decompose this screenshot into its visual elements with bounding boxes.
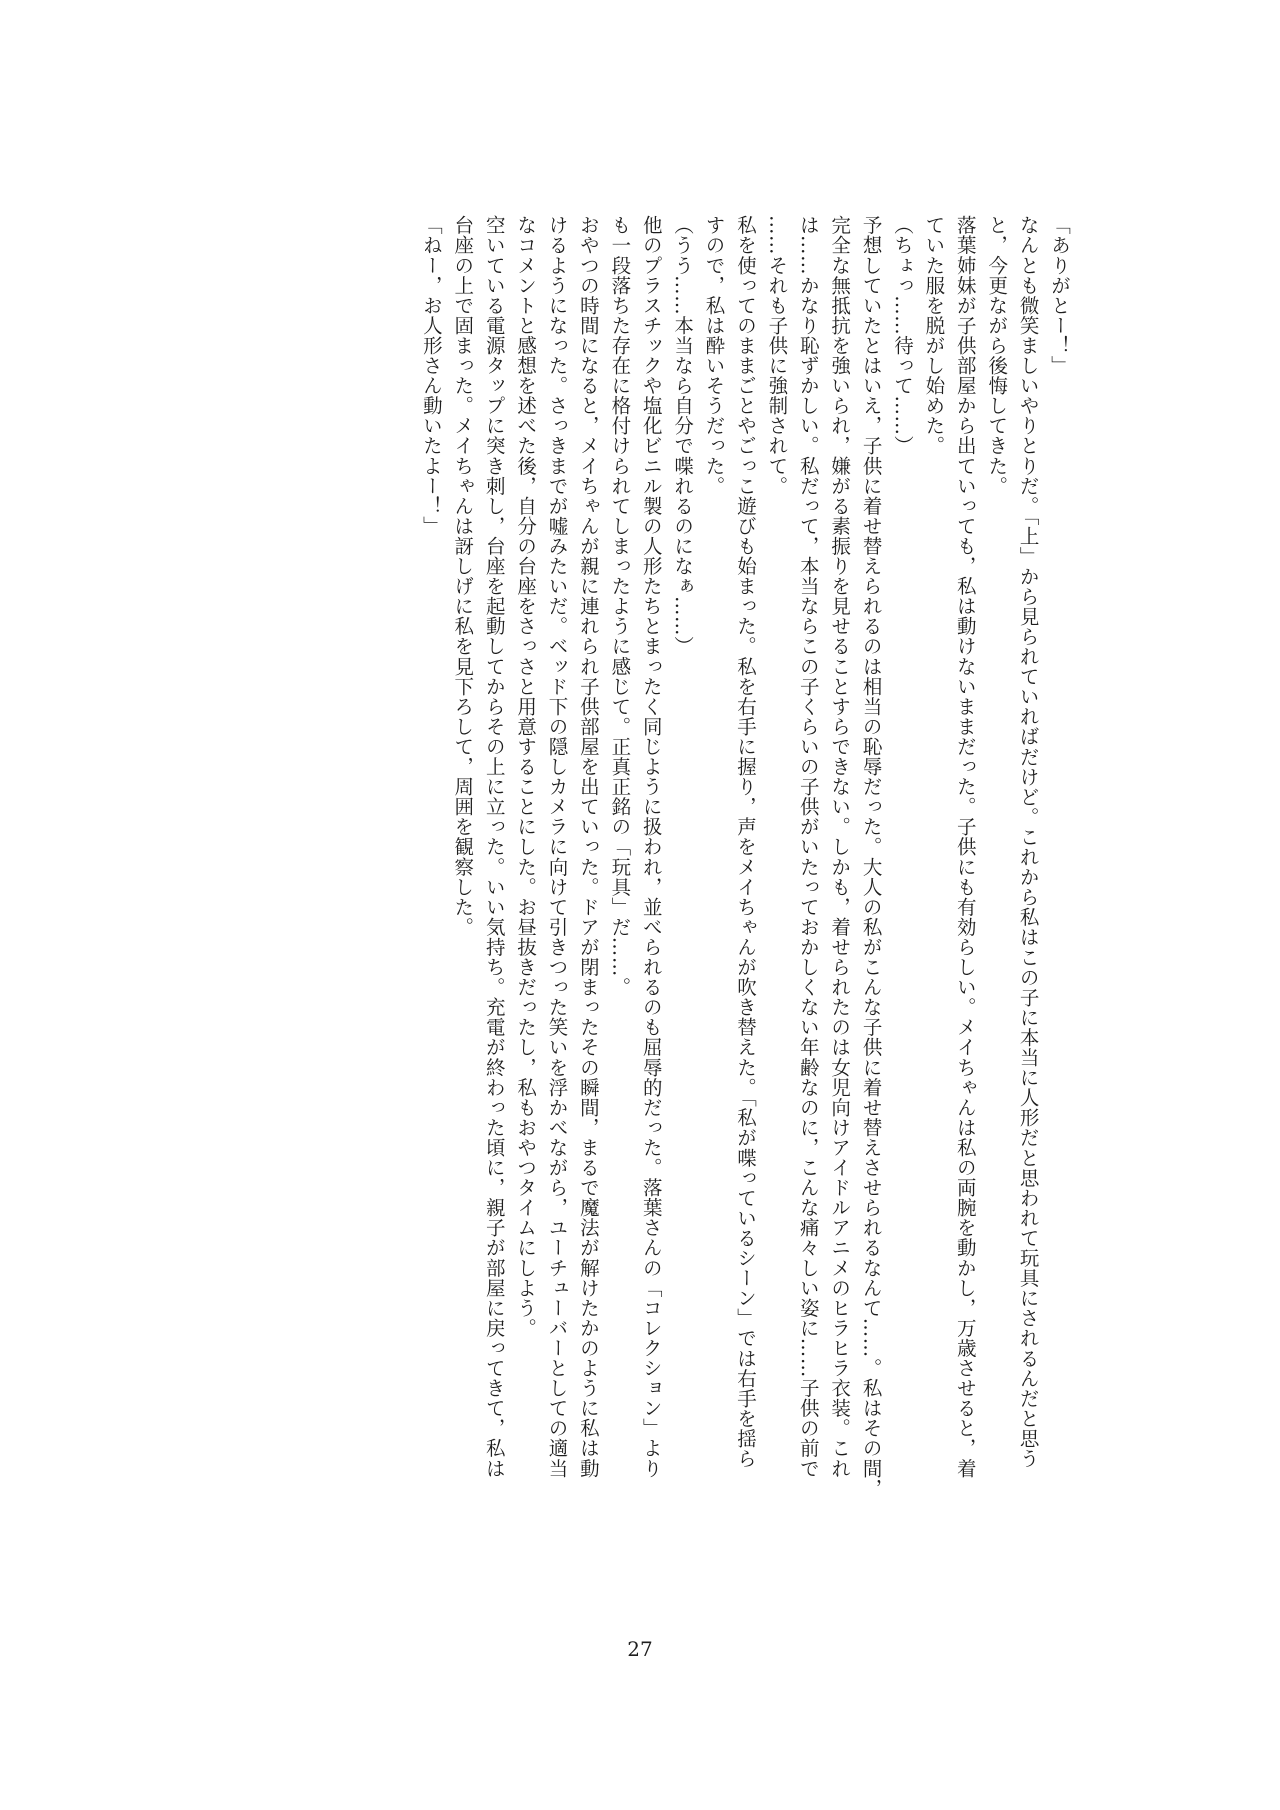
text-line: （ちょっ……待って……）: [890, 215, 914, 456]
text-line: は……かなり恥ずかしい。私だって，本当ならこの子くらいの子供がいたっておかしくない年齢なのに，こんな痛々しい姿に……子供の前で: [796, 215, 820, 1479]
text-line: なんとも微笑ましいやりとりだ。「上」から見られていればだけど。これから私はこの子に本当に人形だと思われて玩具にされるんだと思う: [1016, 215, 1040, 1469]
text-line: 台座の上で固まった。メイちゃんは訝しげに私を見下ろして，周囲を観察した。: [451, 215, 475, 937]
text-line: ……それも子供に強制されて。: [765, 215, 789, 496]
text-line: 他のプラスチックや塩化ビニル製の人形たちとまったく同じように扱われ，並べられるのも屈辱的だった。落葉さんの「コレクション」より: [639, 215, 663, 1479]
text-line: おやつの時間になると，メイちゃんが親に連れられ子供部屋を出ていった。ドアが閉まったその瞬間，まるで魔法が解けたかのように私は動: [576, 215, 600, 1479]
text-line: 予想していたとはいえ，子供に着せ替えられるのは相当の恥辱だった。大人の私がこんな子供に着せ替えさせられるなんて……。私はその間，: [859, 215, 883, 1499]
text-line: すので，私は酔いそうだった。: [702, 215, 726, 496]
text-line: ていた服を脱がし始めた。: [922, 215, 946, 456]
text-line: （うう……本当なら自分で喋れるのになぁ……）: [671, 215, 695, 657]
text-line: けるようになった。さっきまでが嘘みたいだ。ベッド下の隠しカメラに向けて引きつった笑いを浮かべながら，ユーチューバーとしての適当: [545, 215, 569, 1479]
vertical-body-text: [415, 215, 1075, 1545]
text-line: なコメントと感想を述べた後，自分の台座をさっさと用意することにした。お昼抜きだったし，私もおやつタイムにしよう。: [514, 215, 538, 1338]
text-line: 完全な無抵抗を強いられ，嫌がる素振りを見せることすらできない。しかも，着せられたのは女児向けアイドルアニメのヒラヒラ衣装。これ: [828, 215, 852, 1479]
text-line: と，今更ながら後悔してきた。: [985, 215, 1009, 496]
text-line: 私を使ってのままごとやごっこ遊びも始まった。私を右手に握り，声をメイちゃんが吹き替えた。「私が喋っているシーン」では右手を揺ら: [733, 215, 757, 1469]
text-line: 空いている電源タップに突き刺し，台座を起動してからその上に立った。いい気持ち。充電が終わった頃に，親子が部屋に戻ってきて，私は: [482, 215, 506, 1479]
page-number: 27: [627, 1637, 653, 1661]
text-line: 落葉姉妹が子供部屋から出ていっても，私は動けないままだった。子供にも有効らしい。メイちゃんは私の両腕を動かし，万歳させると，着: [953, 215, 977, 1479]
text-line: 「ありがとー！」: [1048, 215, 1071, 376]
text-line: も一段落ちた存在に格付けられてしまったように感じて。正真正銘の「玩具」だ……。: [608, 215, 632, 997]
text-line: 「ねー，お人形さん動いたよー！」: [419, 215, 443, 536]
